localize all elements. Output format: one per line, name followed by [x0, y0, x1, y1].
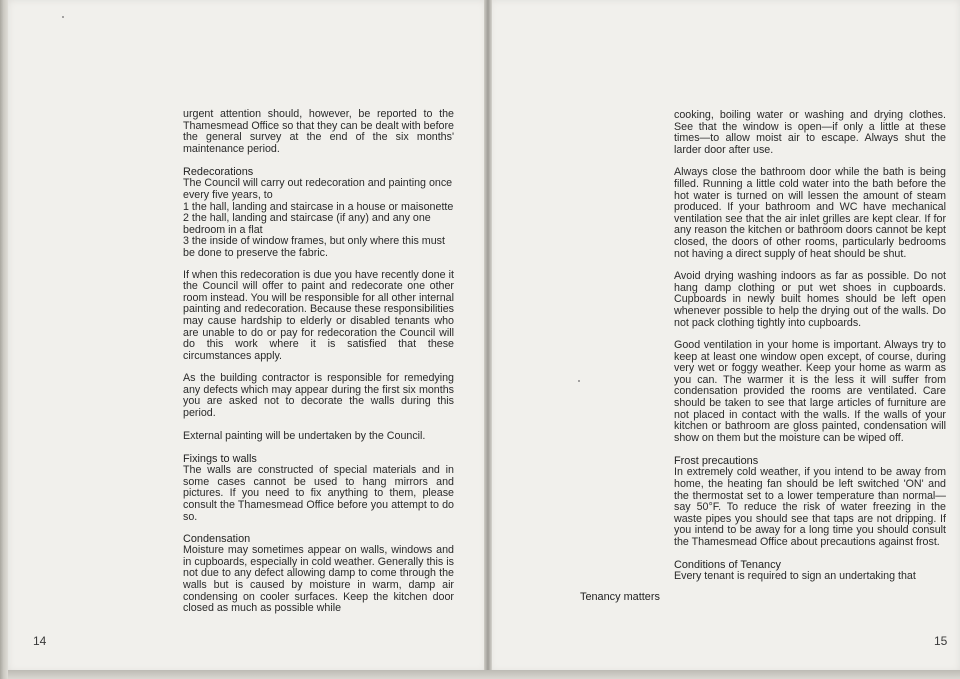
- redecorations-paragraph-3: As the building contractor is responsible for remedying any defects which may appear during the first six months you are asked not to decorate the walls during this period.: [183, 372, 454, 420]
- redecorations-item-3: 3 the inside of window frames, but only where this must be done to preserve the fabric.: [183, 235, 445, 259]
- intro-paragraph: urgent attention should, however, be reported to the Thamesmead Office so that they can be dealt with before the general survey at the end of the six months' maintenance period.: [183, 108, 454, 155]
- ventilation-paragraph-3: Avoid drying washing indoors as far as possible. Do not hang damp clothing or put wet shoes in cupboards. Cupboards in newly built homes should be left open whenever possible to help the drying out of the walls. Do not pack clothing tightly into cupboards.: [674, 270, 946, 329]
- redecorations-lead: The Council will carry out redecoration and painting once every five years, to: [183, 177, 453, 201]
- redecorations-paragraph-4: External painting will be undertaken by the Council.: [183, 429, 426, 442]
- paper-speck: [62, 16, 64, 18]
- conditions-text: Every tenant is required to sign an undertaking that: [674, 569, 916, 582]
- fixings-heading: Fixings to walls: [183, 453, 257, 466]
- frost-heading: Frost precautions: [674, 455, 759, 468]
- redecorations-item-2: 2 the hall, landing and staircase (if any) and any one bedroom in a flat: [183, 212, 431, 236]
- frost-text: In extremely cold weather, if you intend to be away from home, the heating fan should be left switched 'ON' and the thermostat set to a lower temperature than normal—say 50°F. To reduce the risk of water freezing in the waste pipes you should see that taps are not dripping. If you intend to be away for a long time you should consult the Thamesmead Office about precautions against frost.: [674, 466, 946, 548]
- ventilation-paragraph-4: Good ventilation in your home is important. Always try to keep at least one window open except, of course, during very wet or foggy weather. Keep your home as warm as you can. The warmer it is the less it will suffer from condensation provided the rooms are ventilated. Care should be taken to see that large articles of furniture are not placed in contact with the walls. If the walls of your kitchen or bathroom are gloss painted, condensation will show on them but the moisture can be wiped off.: [674, 339, 946, 444]
- ventilation-paragraph-2: Always close the bathroom door while the bath is being filled. Running a little cold water into the bath before the hot water is turned on will lessen the amount of steam produced. If your bathroom and WC have mechanical ventilation see that the air inlet grilles are kept clear. If for any reason the kitchen or bathroom doors cannot be kept closed, the doors of other rooms, particularly bedrooms not having a direct supply of heat should be shut.: [674, 166, 946, 260]
- ventilation-paragraph-1: cooking, boiling water or washing and drying clothes. See that the window is open—if only a little at these times—to allow moist air to escape. Always shut the larder door after use.: [674, 109, 946, 156]
- right-text-column: [674, 110, 946, 592]
- tenancy-matters-side-heading: Tenancy matters: [580, 591, 660, 603]
- conditions-heading: Conditions of Tenancy: [674, 558, 781, 571]
- fixings-section: [183, 453, 454, 523]
- book-bottom-edge: [8, 670, 960, 679]
- condensation-heading: Condensation: [183, 533, 251, 546]
- redecorations-item-1: 1 the hall, landing and staircase in a house or maisonette: [183, 200, 454, 213]
- frost-section: [674, 455, 946, 548]
- conditions-section: [674, 559, 946, 583]
- book-gutter: [484, 0, 492, 672]
- redecorations-paragraph-2: If when this redecoration is due you have recently done it the Council will offer to paint and redecorate one other room instead. You will be responsible for all other internal painting and redecoration. Because these responsibilities may cause hardship to elderly or disabled tenants who are unable to do or pay for redecoration the Council will do this work where it is satisfied that these circumstances apply.: [183, 268, 454, 362]
- left-text-column: [183, 109, 454, 625]
- redecorations-heading: Redecorations: [183, 166, 254, 179]
- condensation-text: Moisture may sometimes appear on walls, windows and in cupboards, especially in cold weather. Generally this is not due to any defect allowing damp to come through the walls but is caused by moisture in warm, damp air condensing on cooler surfaces. Keep the kitchen door closed as much as possible while: [183, 544, 454, 615]
- page-number-right: 15: [934, 634, 948, 648]
- fixings-text: The walls are constructed of special materials and in some cases cannot be used to hang mirrors and pictures. If you need to fix anything to them, please consult the Thamesmead Office before you attempt to do so.: [183, 464, 454, 523]
- paper-speck: [578, 380, 580, 382]
- redecorations-section: [183, 166, 454, 259]
- condensation-section: [183, 533, 454, 615]
- page-number-left: 14: [33, 634, 47, 648]
